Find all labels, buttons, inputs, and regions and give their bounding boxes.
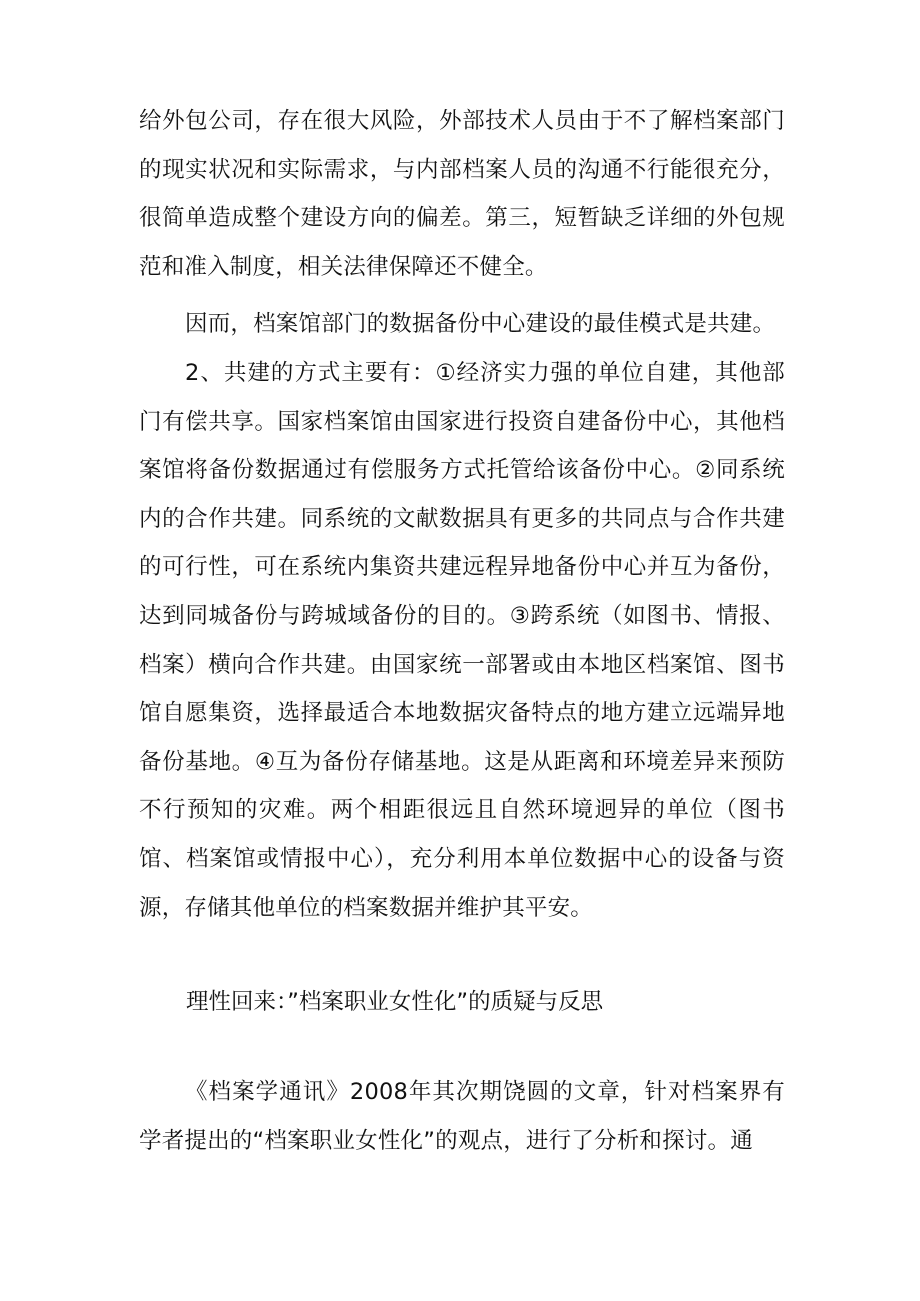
section-paragraph: 《档案学通讯》2008年其次期饶圆的文章，针对档案界有学者提出的“档案职业女性化”的观点，进行了分析和探讨。通 [139, 1079, 785, 1154]
section-heading: 理性回来：”档案职业女性化”的质疑与反思 [186, 989, 604, 1015]
body-paragraph-1: 给外包公司，存在很大风险，外部技术人员由于不了解档案部门的现实状况和实际需求，与内部档案人员的沟通不行能很充分，很简单造成整个建设方向的偏差。第三，短暂缺乏详细的外包规范和准入制度，相关法律保障还不健全。 [139, 108, 785, 280]
body-paragraph-3: 2、共建的方式主要有：①经济实力强的单位自建，其他部门有偿共享。国家档案馆由国家进行投资自建备份中心，其他档案馆将备份数据通过有偿服务方式托管给该备份中心。②同系统内的合作共建。同系统的文献数据具有更多的共同点与合作共建的可行性，可在系统内集资共建远程异地备份中心并互为备份，达到同城备份与跨城域备份的目的。③跨系统（如图书、情报、档案）横向合作共建。由国家统一部署或由本地区档案馆、图书馆自愿集资，选择最适合本地数据灾备特点的地方建立远端异地备份基地。④互为备份存储基地。这是从距离和环境差异来预防不行预知的灾难。两个相距很远且自然环境迥异的单位（图书馆、档案馆或情报中心），充分利用本单位数据中心的设备与资源，存储其他单位的档案数据并维护其平安。 [139, 360, 785, 921]
body-paragraph-2: 因而，档案馆部门的数据备份中心建设的最佳模式是共建。 [185, 311, 776, 337]
